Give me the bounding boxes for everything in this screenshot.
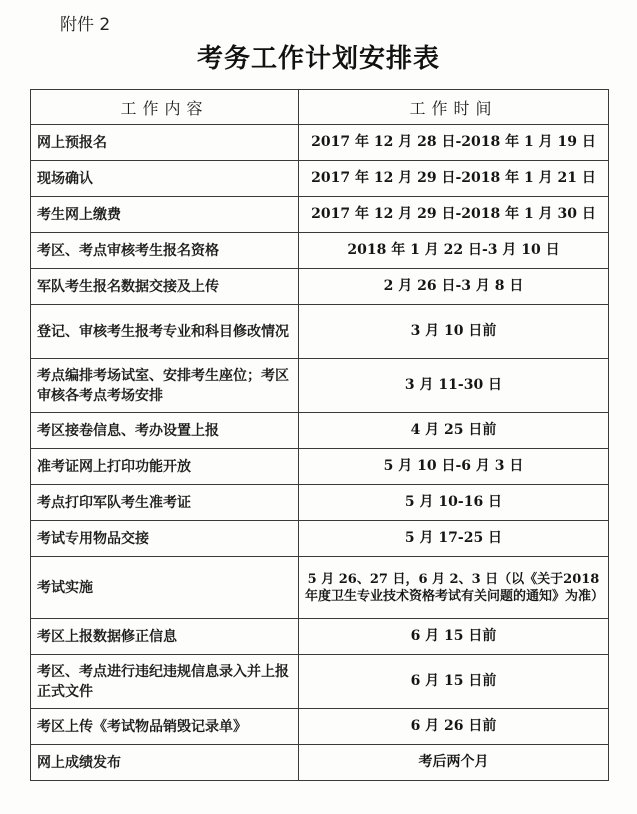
row-content: 现场确认: [31, 161, 299, 197]
header-content: 工作内容: [31, 90, 299, 125]
row-content: 登记、审核考生报考专业和科目修改情况: [31, 305, 299, 359]
row-content: 考区上报数据修正信息: [31, 619, 299, 655]
row-content: 考点打印军队考生准考证: [31, 485, 299, 521]
row-time: 考后两个月: [299, 745, 609, 781]
table-row: [31, 233, 609, 269]
row-time: 6 月 15 日前: [299, 619, 609, 655]
row-content: 军队考生报名数据交接及上传: [31, 269, 299, 305]
page-title: 考务工作计划安排表: [196, 44, 440, 74]
table-row: [31, 359, 609, 413]
schedule-table: [30, 89, 609, 781]
table-row: [31, 305, 609, 359]
row-time: 3 月 10 日前: [299, 305, 609, 359]
table-header-row: [31, 90, 609, 125]
header-time: 工作时间: [299, 90, 609, 125]
table-row: [31, 745, 609, 781]
table-row: [31, 413, 609, 449]
table-row: [31, 269, 609, 305]
row-time: 5 月 17-25 日: [299, 521, 609, 557]
row-content: 考区上传《考试物品销毁记录单》: [31, 709, 299, 745]
row-content: 考区、考点审核考生报名资格: [31, 233, 299, 269]
attachment-label: 附件 2: [60, 15, 111, 35]
row-content: 考试专用物品交接: [31, 521, 299, 557]
table-row: [31, 485, 609, 521]
row-content: 考区接卷信息、考办设置上报: [31, 413, 299, 449]
row-time: 2018 年 1 月 22 日-3 月 10 日: [299, 233, 609, 269]
table-row: [31, 449, 609, 485]
row-time: 2 月 26 日-3 月 8 日: [299, 269, 609, 305]
row-time: 5 月 10 日-6 月 3 日: [299, 449, 609, 485]
row-time: 4 月 25 日前: [299, 413, 609, 449]
row-time: 5 月 10-16 日: [299, 485, 609, 521]
row-content: 网上成绩发布: [31, 745, 299, 781]
row-content: 考点编排考场试室、安排考生座位；考区审核各考点考场安排: [31, 359, 299, 413]
row-content: 考区、考点进行违纪违规信息录入并上报正式文件: [31, 655, 299, 709]
table-row: [31, 619, 609, 655]
row-content: 考生网上缴费: [31, 197, 299, 233]
table-row: [31, 709, 609, 745]
row-time: 3 月 11-30 日: [299, 359, 609, 413]
row-time: 2017 年 12 月 29 日-2018 年 1 月 30 日: [299, 197, 609, 233]
table-row: [31, 521, 609, 557]
row-time: 6 月 15 日前: [299, 655, 609, 709]
row-time: 5 月 26、27 日，6 月 2、3 日（以《关于2018 年度卫生专业技术资格考试有关问题的通知》为准）: [299, 557, 609, 619]
row-content: 准考证网上打印功能开放: [31, 449, 299, 485]
table-row: [31, 161, 609, 197]
row-content: 网上预报名: [31, 125, 299, 161]
table-row: [31, 197, 609, 233]
row-content: 考试实施: [31, 557, 299, 619]
table-row: [31, 125, 609, 161]
table-row: [31, 557, 609, 619]
row-time: 2017 年 12 月 29 日-2018 年 1 月 21 日: [299, 161, 609, 197]
table-row: [31, 655, 609, 709]
row-time: 6 月 26 日前: [299, 709, 609, 745]
row-time: 2017 年 12 月 28 日-2018 年 1 月 19 日: [299, 125, 609, 161]
